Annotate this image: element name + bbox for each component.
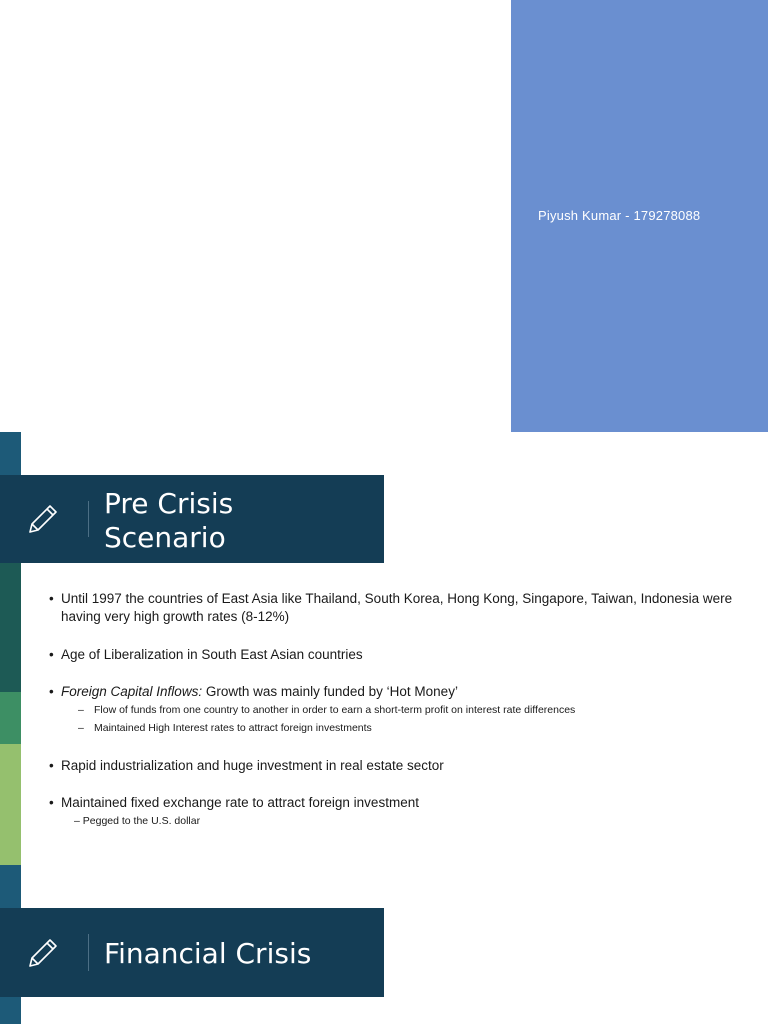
bullet-5-text: Maintained fixed exchange rate to attract foreign investment xyxy=(61,795,419,810)
bullet-dot: • xyxy=(49,795,54,810)
author-name: Piyush Kumar - 179278088 xyxy=(538,208,701,223)
sub-dash: – xyxy=(78,704,84,716)
bullet-dot: • xyxy=(49,758,54,773)
slide-title xyxy=(104,487,233,555)
pencil-icon xyxy=(26,502,60,536)
accent-strip-5 xyxy=(0,865,21,908)
title-divider xyxy=(88,934,89,971)
sub-bullet-3-2-text: Maintained High Interest rates to attract foreign investments xyxy=(94,722,372,734)
accent-strip-4 xyxy=(0,744,21,865)
sub-dash: – xyxy=(78,722,84,734)
bullet-4 xyxy=(49,757,749,775)
accent-strip-3 xyxy=(0,692,21,744)
accent-strip-2 xyxy=(0,563,21,692)
pencil-icon xyxy=(26,936,60,970)
bullet-3-label: Foreign Capital Inflows: xyxy=(61,684,203,699)
accent-strip-1 xyxy=(0,432,21,475)
bullet-3-text: Growth was mainly funded by ‘Hot Money’ xyxy=(202,684,458,699)
accent-strip-6 xyxy=(0,997,21,1024)
bullet-1-text: Until 1997 the countries of East Asia like Thailand, South Korea, Hong Kong, Singapore, Taiwan, Indonesia were having very high growth rates (8-12%) xyxy=(61,591,733,624)
bullet-1 xyxy=(49,590,749,626)
bullet-dot: • xyxy=(49,684,54,699)
sub-bullet-3-1 xyxy=(49,701,749,719)
bullet-dot: • xyxy=(49,647,54,662)
slide3-title-bar xyxy=(0,908,384,997)
slide3-title: Financial Crisis xyxy=(104,937,312,970)
bullet-2 xyxy=(49,646,749,664)
bullet-3 xyxy=(49,683,749,701)
bullet-2-text: Age of Liberalization in South East Asian countries xyxy=(61,647,363,662)
slide-title-line2: Scenario xyxy=(104,521,226,554)
sub-bullet-3-2 xyxy=(49,719,749,737)
slide-title-line1: Pre Crisis xyxy=(104,487,234,520)
sub-bullet-3-1-text: Flow of funds from one country to another in order to earn a short-term profit on interest rate differences xyxy=(94,704,576,716)
bullet-dot: • xyxy=(49,591,54,606)
slide-title-bar xyxy=(0,475,384,563)
cover-panel xyxy=(511,0,768,432)
sub-bullet-5-1: – Pegged to the U.S. dollar xyxy=(74,815,201,827)
slide-body xyxy=(49,590,749,830)
title-divider xyxy=(88,501,89,537)
bullet-4-text: Rapid industrialization and huge investment in real estate sector xyxy=(61,758,444,773)
bullet-5 xyxy=(49,794,749,812)
